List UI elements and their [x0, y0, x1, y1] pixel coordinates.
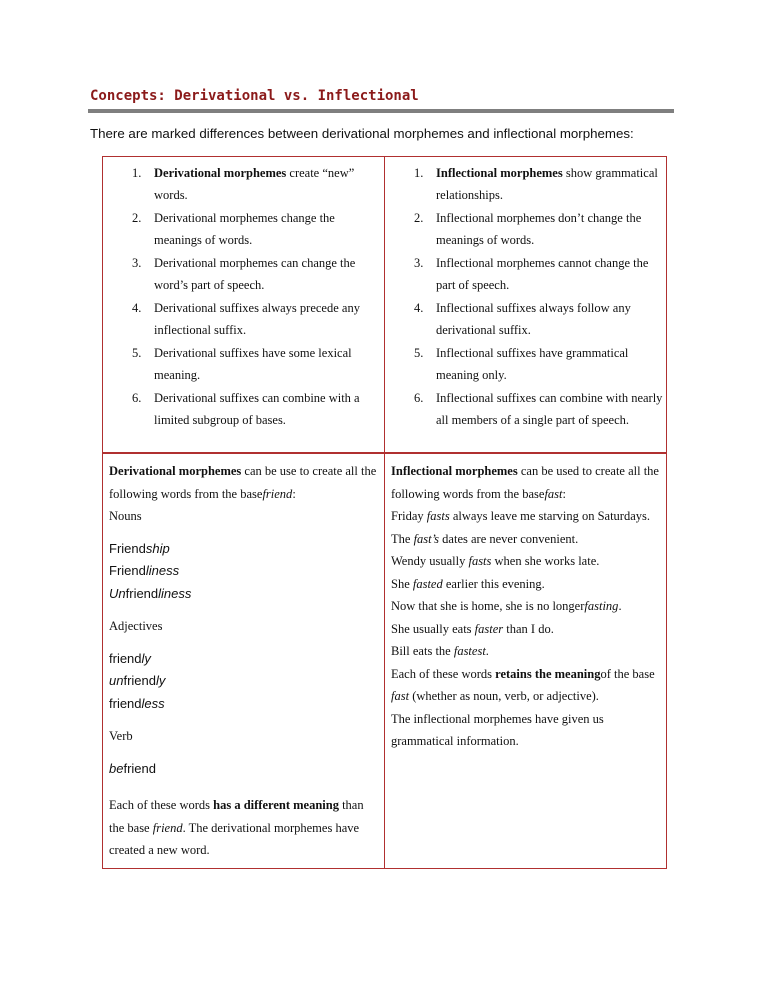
list-text: Inflectional suffixes have grammatical meaning only.: [436, 346, 629, 382]
list-item: [384, 253, 666, 296]
list-item: [102, 253, 380, 296]
list-number: 2.: [132, 211, 142, 225]
example-sentence: Now that she is home, she is no longerfasting.: [391, 599, 622, 613]
list-item: [102, 163, 380, 206]
list-number: 5.: [414, 346, 424, 360]
list-number: 4.: [414, 301, 424, 315]
list-item: [102, 208, 380, 251]
list-text: Derivational suffixes can combine with a limited subgroup of bases.: [154, 391, 360, 427]
table-row-divider: [102, 452, 667, 454]
noun-examples: [109, 538, 377, 606]
example-sentence: Friday fasts always leave me starving on Saturdays.: [391, 509, 650, 523]
example-sentence: Wendy usually fasts when she works late.: [391, 554, 600, 568]
example-sentence: She usually eats faster than I do.: [391, 621, 554, 636]
list-number: 6.: [414, 391, 424, 405]
list-text: Inflectional morphemes don’t change the meanings of words.: [436, 211, 642, 247]
adjective-examples: [109, 648, 377, 716]
example-word: Unfriendliness: [109, 585, 192, 601]
example-word: friendless: [109, 695, 165, 711]
list-text: Inflectional morphemes cannot change the part of speech.: [436, 256, 649, 292]
list-text: Derivational suffixes always precede any inflectional suffix.: [154, 301, 360, 337]
list-number: 2.: [414, 211, 424, 225]
verb-example: befriend: [109, 760, 156, 776]
inflectional-summary: The inflectional morphemes have given us grammatical information.: [391, 711, 604, 748]
example-word: friendly: [109, 650, 151, 666]
derivational-list: [102, 163, 380, 431]
list-item: [102, 343, 380, 386]
inflectional-examples-intro: Inflectional morphemes can be used to create all the following words from the basefast:: [391, 464, 659, 501]
intro-text: There are marked differences between derivational morphemes and inflectional morphemes:: [90, 126, 634, 141]
example-sentence: Bill eats the fastest.: [391, 644, 489, 658]
example-sentence: The fast’s dates are never convenient.: [391, 531, 579, 546]
list-number: 3.: [414, 256, 424, 270]
inflectional-list: [384, 163, 666, 431]
list-number: 1.: [414, 166, 424, 180]
page-title: Concepts: Derivational vs. Inflectional: [90, 88, 419, 104]
list-item: [384, 208, 666, 251]
derivational-conclusion: Each of these words has a different meaning than the base friend. The derivational morphemes have created a new word.: [109, 798, 364, 857]
list-text: Inflectional morphemes show grammatical relationships.: [436, 166, 658, 202]
derivational-examples-cell: [109, 460, 377, 862]
verb-label: Verb: [109, 729, 133, 743]
list-text: Derivational morphemes can change the word’s part of speech.: [154, 256, 356, 292]
list-text: Inflectional suffixes can combine with nearly all members of a single part of speech.: [436, 391, 663, 427]
derivational-examples-intro: Derivational morphemes can be use to create all the following words from the basefriend:: [109, 464, 377, 501]
inflectional-list-cell: [384, 163, 666, 433]
list-text: Inflectional suffixes always follow any derivational suffix.: [436, 301, 631, 337]
list-text: Derivational morphemes create “new” words.: [154, 166, 355, 202]
title-divider: [88, 109, 674, 113]
list-number: 1.: [132, 166, 142, 180]
list-item: [384, 388, 666, 431]
adjectives-label: Adjectives: [109, 619, 163, 633]
list-number: 5.: [132, 346, 142, 360]
example-word: unfriendly: [109, 673, 166, 688]
example-word: Friendship: [109, 540, 170, 556]
list-number: 6.: [132, 391, 142, 405]
list-item: [384, 343, 666, 386]
example-word: Friendliness: [109, 563, 180, 578]
list-item: [102, 298, 380, 341]
list-item: [384, 163, 666, 206]
list-text: Derivational morphemes change the meanings of words.: [154, 211, 335, 247]
list-number: 3.: [132, 256, 142, 270]
derivational-list-cell: [102, 163, 380, 433]
list-item: [102, 388, 380, 431]
inflectional-conclusion: Each of these words retains the meaningof the base fast (whether as noun, verb, or adjective).: [391, 666, 655, 703]
list-number: 4.: [132, 301, 142, 315]
list-item: [384, 298, 666, 341]
inflectional-examples-cell: [391, 460, 661, 753]
example-sentence: She fasted earlier this evening.: [391, 576, 545, 591]
list-text: Derivational suffixes have some lexical meaning.: [154, 346, 352, 382]
nouns-label: Nouns: [109, 509, 142, 523]
